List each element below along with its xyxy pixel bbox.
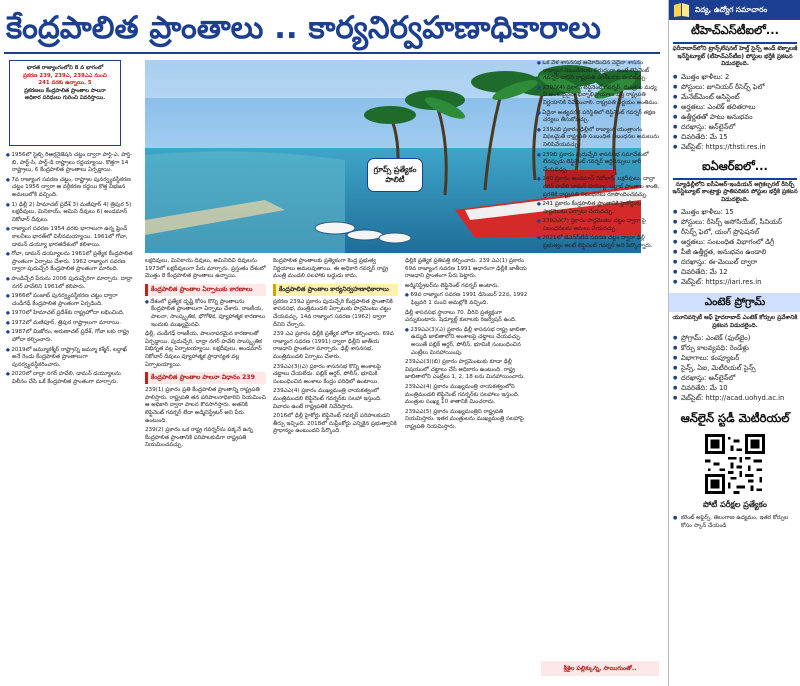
subheading: కేంద్రపాలిత ప్రాంతాల కార్యనిర్వహణాధికారాలు: [273, 284, 398, 296]
notice-detail: ● సైన్స్, ఏఐ, మెటీరియల్ సైన్స్: [669, 363, 800, 373]
paragraph: ● 239ఎఎ(7) ప్రకారం పార్లమెంటు చట్టం ద్వారా పై నిబంధనలను అమలు చేయవచ్చు.: [537, 218, 661, 233]
paragraph: ● ఒక వేళ శాసనసభ ఆమోదించిన ఏదైనా శాసనం రాజ్యాంగ నిబంధనలకు విరుద్ధంగా ఉంటే లెఫ్టినెంట్ గవర్నర్ దానిని రాష్ట్రపతి పరిశీలనకు పంపవచ్చు.: [537, 60, 661, 83]
paragraph: 239ఎఎ(4) ప్రకారం ముఖ్యమంత్రి నాయకత్వంలోని మంత్రిమండలి లెఫ్టినెంట్ గవర్నర్‌కు సలహాలు ఇస్తుంది. మంత్రుల సంఖ్య 10 శాతానికి మించరాదు.: [405, 383, 520, 406]
paragraph: ● 1970లో హిమాచల్ ప్రదేశ్‌కు రాష్ట్రహోదా లభించింది.: [6, 310, 134, 318]
paragraph: 239 ఎఎ ప్రకారం ఢిల్లీకి ప్రత్యేక హోదా కల్పించారు. 69వ రాజ్యాంగ సవరణ (1991) ద్వారా ఢిల్లీని జాతీయ రాజధాని ప్రాంతంగా మార్చారు. ఢిల్లీ శాసనసభ, మంత్రిమండలి ఏర్పాటు చేశారు.: [273, 331, 394, 360]
notice-detail: ● చివరితేది: మే 12: [669, 267, 800, 277]
paragraph: ● 241 ప్రకారం కేంద్రపాలిత ప్రాంతానికి హైకోర్టును పార్లమెంటు ఏర్పాటు చేయవచ్చు.: [537, 201, 661, 216]
paragraph: ● 239ఎబి ప్రకారం ఢిల్లీలో రాజ్యాంగ యంత్రాంగం విఫలమైతే రాష్ట్రపతి సంబంధిత నిబంధనల అమలును నిలిపివేయవచ్చు.: [537, 127, 661, 150]
paragraph: ● 2021లో జీఎన్‌సీటీడీ సవరణ చట్టం ద్వారా ఢిల్లీ ప్రభుత్వం అంటే లెఫ్టినెంట్ గవర్నర్ అని పేర్కొన్నారు.: [537, 235, 661, 250]
photo-caption-text: గ్రూప్స్ ప్రత్యేకం పాలిటీ: [373, 165, 417, 184]
notice-detail: ● ప్రోగ్రామ్: ఎంటెక్ (ఫుల్‌టైం): [669, 333, 800, 343]
paragraph: ● 1) ఢిల్లీ 2) హిమాచల్ ప్రదేశ్ 3) మణిపూర్ 4) త్రిపుర 5) లక్షదీవులు, మినికాయ్, అమిని దీవులు 6) అండమాన్ నికోబార్ దీవులు.: [6, 202, 134, 225]
paragraph: ● 1966లో పంజాబ్ పునర్వ్యవస్థీకరణ చట్టం ద్వారా చండీగఢ్ కేంద్రపాలిత ప్రాంతంగా ఏర్పడింది.: [6, 293, 134, 308]
notice-link[interactable]: ● వెబ్‌సైట్: https://thsti.res.in: [669, 142, 800, 152]
jobs-sidebar: [668, 0, 800, 686]
paragraph: 239(2) ప్రకారం ఒక రాష్ట్ర గవర్నర్‌ను పక్కనే ఉన్న కేంద్రపాలిత ప్రాంతానికి పరిపాలకుడిగా రాష్ట్రపతి నియమించవచ్చు.: [145, 427, 253, 449]
subheading: కేంద్రపాలిత ప్రాంతాల ఏర్పాటుకు కారణాలు: [145, 284, 266, 296]
notice-detail: ● దరఖాస్తు: ఆన్‌లైన్‌లో: [669, 373, 800, 383]
headline-rule: [4, 52, 660, 54]
notice-summary: యూనివర్సిటీ ఆఫ్ హైదరాబాద్ ఎంటెక్ కోర్సుల ప్రవేశానికి ప్రకటన విడుదలైంది.: [672, 315, 798, 329]
paragraph: కేంద్రపాలిత ప్రాంతాలకు ప్రత్యేకంగా కేంద్ర ప్రభుత్వ నిర్ణయాలు అమలవుతాయి. ఈ అధికారి గవర్నర్ రాష్ట్ర మంత్రి మండలి సలహాకు బద్ధుడు కాదు.: [273, 258, 389, 280]
paragraph: 239ఎఎ(4) ప్రకారం ముఖ్యమంత్రి నాయకత్వంలో మంత్రిమండలి లెఫ్టినెంట్ గవర్నర్‌కు సలహా ఇస్తుంది. వివాదం ఉంటే రాష్ట్రపతికి నివేదిస్తారు.: [273, 388, 382, 410]
paragraph: లక్షదీవులు, మినికాయ్ దీవులు, అమినిదీవి దీవులను 1973లో లక్షదీవులుగా పేరు మార్చారు. ప్రస్తుతం దేశంలో మొత్తం 8 కేంద్రపాలిత ప్రాంతాలు ఉన్నాయి.: [145, 258, 266, 280]
paragraph: 239ఎఎ(3)(ఎ) ప్రకారం శాసనసభ కొన్ని అంశాలపై చట్టాలు చేయలేదు. పబ్లిక్ ఆర్డర్, పోలీస్, భూమికి సంబంధించిన అంశాలు కేంద్రం పరిధిలో ఉంటాయి.: [273, 363, 381, 385]
subheading: కేంద్రపాలిత ప్రాంతాల పాలనా విధానం 239: [145, 372, 266, 384]
paragraph: ● 2019లో జమ్మూకశ్మీర్ రాష్ట్రాన్ని జమ్మూ కశ్మీర్, లద్దాఖ్ అనే రెండు కేంద్రపాలిత ప్రాంతాలుగా పునర్వ్యవస్థీకరించారు.: [6, 347, 134, 370]
divider: [673, 42, 797, 44]
paragraph: ● 1956లో స్టేట్స్ రీఆర్గనైజేషన్ చట్టం ద్వారా పార్ట్-ఎ, పార్ట్-బి, పార్ట్-సి, పార్ట్-డి రాష్ట్రాలు రద్దయ్యాయి. కొత్తగా 14 రాష్ట్రాలు, 6 కేంద్రపాలిత ప్రాంతాలు ఏర్పడ్డాయి.: [6, 152, 134, 175]
notice-detail: ● దరఖాస్తు: ఆన్‌లైన్‌లో: [669, 122, 800, 132]
notice-detail: ● మొత్తం ఖాళీలు: 15: [669, 207, 800, 217]
article-column-3: [273, 258, 398, 680]
article-column-2: [145, 258, 266, 680]
info-line-3: 241 వరకు ఉన్నాయి. 5: [38, 80, 92, 87]
paragraph: ● 1972లో మణిపూర్, త్రిపుర రాష్ట్రాలుగా మారాయి.: [6, 320, 134, 328]
divider: [673, 178, 797, 180]
notice-detail: ● దరఖాస్తు: ఈ-మెయిల్ ద్వారా: [669, 257, 800, 267]
notice-detail: ● మొత్తం ఖాళీలు: 2: [669, 72, 800, 82]
paragraph: ● 7వ రాజ్యాంగ సవరణ చట్టం, రాష్ట్రాల పునర్వ్యవస్థీకరణ చట్టం 1956 ద్వారా ఆ వర్గీకరణ రద్దయి కొత్త విభజన అమలులోకి వచ్చింది.: [6, 177, 134, 200]
sidebar-header-text: విద్య, ఉద్యోగ సమాచారం: [695, 5, 768, 14]
notice-detail: ● కరెంట్ అఫైర్స్, తెలంగాణ ఉద్యమం, ఇతర కోర్సుల కోసం స్కాన్ చేయండి: [669, 515, 800, 530]
notice-heading: ఐఏఆర్‌ఐలో...: [702, 158, 768, 173]
paragraph: ● 240 ప్రకారం అండమాన్ నికోబార్, లక్షదీవులు, దాద్రా నగర్ హవేలి డామన్ డయ్యూ, లద్దాఖ్ ప్రాంతాల శాంతి, ప్రగతికి రాష్ట్రపతి నిబంధనలు రూపొందించవచ్చు.: [537, 176, 661, 199]
paragraph: ● 2020లో దాద్రా నగర్ హవేలి, డామన్ డయ్యూలను విలీనం చేసి ఒకే కేంద్రపాలిత ప్రాంతంగా మార్చారు.: [6, 371, 134, 386]
notice-detail: ● పీజీ ఉత్తీర్ణత, అనుభవం ఉండాలి: [669, 247, 800, 257]
author-byline: శ్రీశైల పల్లిక్కున్న, సాయిగుంతో..: [541, 661, 659, 676]
article-column-5: [537, 60, 661, 658]
paragraph: ● 239బి ప్రకారం పుదుచ్చేరి శాసనసభ సమావేశంలో లేనప్పుడు లెఫ్టినెంట్ గవర్నర్ ఆర్డినెన్సులు జారీ చేయవచ్చు.: [537, 152, 661, 175]
notice-banner: ఎంటెక్ ప్రోగ్రామ్: [669, 293, 800, 312]
notice-detail: ● మేనేజ్‌మెంట్ అసిస్టెంట్: [669, 92, 800, 102]
paragraph: 2016లో ఢిల్లీ హైకోర్టు లెఫ్టినెంట్ గవర్నర్ పరిపాలకుడని తీర్పు ఇచ్చింది. 2018లో సుప్రీంకోర్టు ఎన్నికైన ప్రభుత్వానికి ప్రాధాన్యం ఉంటుందని పేర్కొంది.: [273, 413, 397, 435]
notice-detail: ● అర్హతలు: ఎంటెక్ తదితరాలు: [669, 102, 800, 112]
paragraph: ● గోవా, డామన్ డయ్యూలను 1961లో ప్రత్యేక కేంద్రపాలిత ప్రాంతంగా ఏర్పాటు చేశారు. 1962 రాజ్యాంగ సవరణ ద్వారా పుదుచ్చేరి కేంద్రపాలిత ప్రాంతంగా మారింది.: [6, 251, 134, 274]
paragraph: ప్రకరణ 239ఎ ప్రకారం పుదుచ్చేరి కేంద్రపాలిత ప్రాంతానికి శాసనసభ, మంత్రిమండలి ఏర్పాటుకు పార్లమెంటు చట్టం చేయవచ్చు. 14వ రాజ్యాంగ సవరణ (1962) ద్వారా దీనిని చేర్చారు.: [273, 298, 393, 328]
photo-caption-badge: [367, 158, 423, 192]
paragraph: 239ఎఎ(3)(బి) ప్రకారం పార్లమెంటుకు కూడా ఢిల్లీ విషయంలో చట్టాలు చేసే అధికారం ఉంటుంది. రాష్ట్ర జాబితాలోని ఎంట్రీలు 1, 2, 18 లను మినహాయించారు.: [405, 359, 525, 381]
paragraph: ● 239ఎఎ(3)(ఎ) ప్రకారం ఢిల్లీ శాసనసభ రాష్ట్ర జాబితా, ఉమ్మడి జాబితాలోని అంశాలపై చట్టాలు చేయవచ్చు. అయితే పబ్లిక్ ఆర్డర్, పోలీస్, భూమికి సంబంధించిన ఎంట్రీలు మినహాయింపు.: [405, 327, 530, 357]
paragraph: ● పాండిచ్చేరి పేరును 2006 పుదుచ్చేరిగా మార్చారు. దాద్రా నగర్ హవేలిని 1961లో కలిపారు.: [6, 276, 134, 291]
notice-link[interactable]: ● వెబ్‌సైట్: http://acad.uohyd.ac.in: [669, 393, 800, 403]
qr-label: పోటీ పరీక్షల ప్రత్యేకం: [703, 500, 767, 509]
notice-detail: ● చివరితేది: మే 10: [669, 383, 800, 393]
article-column-1: [6, 152, 134, 680]
book-icon: [673, 2, 690, 18]
info-line-4: ప్రకరణలు కేంద్రపాలిత ప్రాంతాల పాలనా: [24, 87, 106, 94]
paragraph: ● 1987లో మిజోరం, అరుణాచల్ ప్రదేశ్, గోవా లకు రాష్ట్ర హోదా కల్పించారు.: [6, 329, 134, 344]
notice-summary: ఫరీదాబాద్‌లోని ట్రాన్స్‌లేషనల్ హెల్త్ సైన్స్ అండ్ టెక్నాలజీ ఇన్‌స్టిట్యూట్ (టీహెచ్‌ఎస్‌టీఐ) పోస్టుల భర్తీకి ప్రకటన విడుదలైంది.: [672, 46, 798, 67]
paragraph: ● 239ఎ(4) ప్రకారం లెఫ్టినెంట్ గవర్నర్, మంత్రుల మధ్య ఏ అంశంపైనైనా భిన్నాభిప్రాయాలు వస్తే రాష్ట్రపతి నిర్ణయానికి నివేదించాలి. రాష్ట్రపతి నిర్ణయం అంతిమం.: [537, 85, 661, 108]
notice-summary: న్యూఢిల్లీలోని ఐసీఏఆర్-ఇండియన్ అగ్రికల్చరల్ రీసెర్చ్ ఇన్‌స్టిట్యూట్ కాంట్రాక్టు ప్రాతిపదికన పోస్టుల భర్తీకి ప్రకటన విడుదలైంది.: [672, 181, 798, 203]
info-line-1: భారత రాజ్యాంగంలోని 8 వ భాగంలో: [26, 65, 104, 71]
notice-detail: ● పోస్టులు: జూనియర్ రీసెర్చ్ ఫెలో: [669, 82, 800, 92]
paragraph: అడ్మినిస్ట్రేటర్‌ను లెఫ్టినెంట్ గవర్నర్ అంటారు.: [405, 282, 500, 289]
paragraph: ● ఏదైనా అత్యవసర పరిస్థితిలో లెఫ్టినెంట్ గవర్నర్ తక్షణ చర్యలు తీసుకోవచ్చు.: [537, 110, 661, 125]
notice-detail: ● పోస్టులు: రీసెర్చ్ అసోసియేట్, సీనియర్: [669, 217, 800, 227]
paragraph: ఢిల్లీ, చండీగఢ్ రాజకీయ, పాలనాపరమైన కారణాలతో ఏర్పడ్డాయి. పుదుచ్చేరి, దాద్రా నగర్ హవేలి సాంస్కృతిక విభిన్నత వల్ల ఏర్పాటయ్యాయి. లక్షదీవులు, అండమాన్ నికోబార్ దీవులు వ్యూహాత్మక ప్రాధాన్యత వల్ల ఏర్పాటయ్యాయి.: [145, 331, 262, 368]
paragraph: 239(1) ప్రకారం ప్రతి కేంద్రపాలిత ప్రాంతాన్ని రాష్ట్రపతి పాలిస్తారు. రాష్ట్రపతి తన పరిపాలనాధికారిని నియమించి ఆ అధికారి ద్వారా పాలన కొనసాగిస్తారు. అతనికి లెఫ్టినెంట్ గవర్నర్ లేదా అడ్మినిస్ట్రేటర్ అని పేరు ఉంటుంది.: [145, 387, 266, 424]
notice-detail: ● రీసెర్చ్ ఫెలో, యంగ్ ప్రొఫెషనల్: [669, 227, 800, 237]
paragraph: ● దేశంలో ప్రత్యేక దృష్టి కోసం కొన్ని ప్రాంతాలను కేంద్రపాలిత ప్రాంతాలుగా ఏర్పాటు చేశారు. రాజకీయ, పాలనా, సాంస్కృతిక, భౌగోళిక, వ్యూహాత్మక కారణాలు ఇందుకు ముఖ్యమైనవి.: [145, 299, 266, 329]
notice-detail: ● విభాగాలు: కంప్యూటర్: [669, 353, 800, 363]
info-line-5: అధికార పరిధులు గురించి వివరిస్తాయి.: [24, 95, 106, 102]
info-line-2: ప్రకరణ 239, 239ఎ, 239ఎఎ నుంచి: [23, 72, 107, 79]
notice-detail: ● చివరితేది: మే 15: [669, 132, 800, 142]
qr-code[interactable]: [705, 434, 765, 494]
paragraph: 239ఎఎ(5) ప్రకారం ముఖ్యమంత్రిని రాష్ట్రపతి నియమిస్తారు. ఇతర మంత్రులను ముఖ్యమంత్రి సలహాపై రాష్ట్రపతి నియమిస్తారు.: [405, 408, 524, 430]
paragraph: ఢిల్లీ శాసనసభ స్థానాలు 70. వీరిని ప్రత్యక్షంగా ఎన్నుకుంటారు. షెడ్యూల్డ్ కులాలకు రిజర్వేషన్ ఉంది.: [405, 309, 517, 324]
notice-detail: ● ఉత్తీర్ణతతో పాటు అనుభవం: [669, 112, 800, 122]
paragraph: ● రాజ్యాంగ సవరణ 1954 వరకు భాగాలుగా ఉన్న ఫ్రెంచ్ కాలనీలు భారత్‌లో విలీనమయ్యాయి. 1961లో గోవా, డామన్ డయ్యూ భారతదేశంలో కలిశాయి.: [6, 226, 134, 249]
info-box: [9, 60, 121, 146]
paragraph: ఢిల్లీకి ప్రత్యేక ప్రతిపత్తి కల్పించారు. 239 ఎఎ(1) ప్రకారం 69వ రాజ్యాంగ సవరణ 1991 ఆధారంగా ఢిల్లీకి జాతీయ రాజధాని ప్రాంతంగా పేరు పెట్టారు.: [405, 258, 527, 280]
paragraph: ● 69వ రాజ్యాంగ సవరణ 1991 డిసెంబర్ 22న, 1992 ఫిబ్రవరి 1 నుంచి అమల్లోకి వచ్చింది.: [405, 292, 530, 307]
headline: కేంద్రపాలిత ప్రాంతాలు .. కార్యనిర్వహణాధికారాలు: [6, 10, 601, 46]
article-column-4: [405, 258, 530, 680]
study-material-heading: ఆన్‌లైన్ స్టడీ మెటీరియల్: [680, 411, 790, 425]
notice-detail: ● అర్హతలు: సంబంధిత విభాగంలో డిగ్రీ: [669, 237, 800, 247]
sidebar-header: [669, 0, 800, 20]
notice-heading: టీహెచ్‌ఎస్‌టీఐలో...: [691, 23, 779, 37]
qr-code-icon: [705, 434, 765, 494]
notice-link[interactable]: ● వెబ్‌సైట్: https://iari.res.in: [669, 277, 800, 287]
notice-detail: ● కోర్సు కాలవ్యవధి: రెండేళ్లు: [669, 343, 800, 353]
